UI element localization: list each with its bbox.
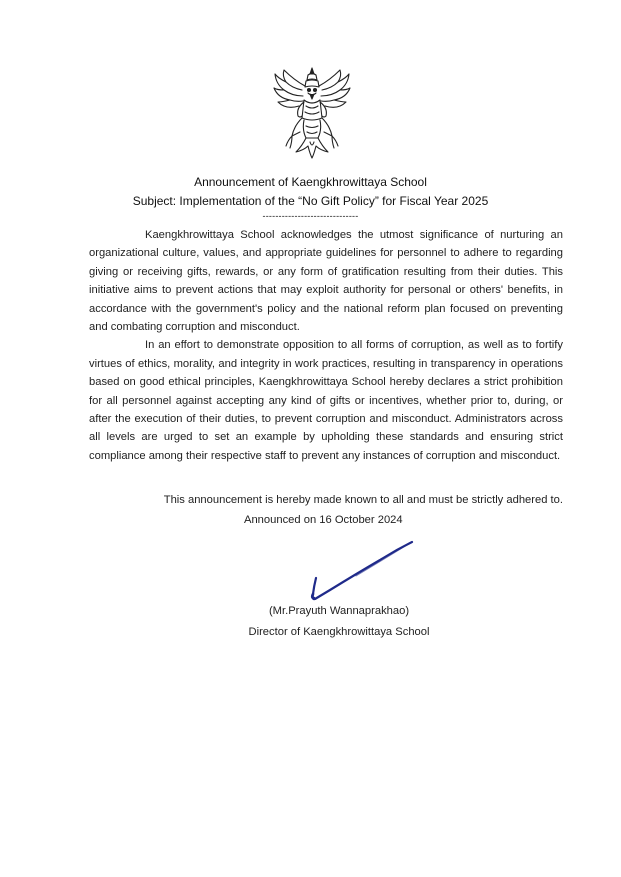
body-paragraph-1: Kaengkhrowittaya School acknowledges the utmost significance of nurturing an organizational culture, values, and appropriate guidelines for personnel to adhere to regarding giving or receiving gifts, rewards, or any form of gratification resulting from their duties. This initiative aims to prevent actions that may exploit authority for personal or others' benefits, in accordance with the government's policy and the national reform plan focused on preventing and combating corruption and misconduct. [89, 229, 563, 334]
garuda-emblem-icon [272, 66, 352, 160]
signer-name: (Mr.Prayuth Wannaprakhao) [268, 605, 410, 617]
closing-statement: This announcement is hereby made known to all and must be strictly adhered to. [163, 494, 563, 506]
body-paragraph-2: In an effort to demonstrate opposition to all forms of corruption, as well as to fortify virtues of ethics, morality, and integrity in work practices, resulting in transparency in operations based on good ethical principles, Kaengkhrowittaya School hereby declares a strict prohibition for all personnel against accepting any kind of gifts or incentives, whether prior to, during, or after the execution of their duties, to prevent corruption and misconduct. Administrators across all levels are urged to set an example by upholding these standards and ensuring strict compliance among their respective staff to prevent any instances of corruption and misconduct. [89, 339, 563, 462]
announcement-title: Announcement of Kaengkhrowittaya School [194, 175, 427, 189]
title-divider: ------------------------------ [262, 211, 359, 221]
announcement-date: Announced on 16 October 2024 [244, 514, 403, 526]
announcement-body [89, 226, 563, 465]
announcement-subject: Subject: Implementation of the “No Gift Policy” for Fiscal Year 2025 [132, 194, 489, 208]
handwritten-signature [296, 536, 420, 606]
signer-title: Director of Kaengkhrowittaya School [248, 626, 430, 638]
